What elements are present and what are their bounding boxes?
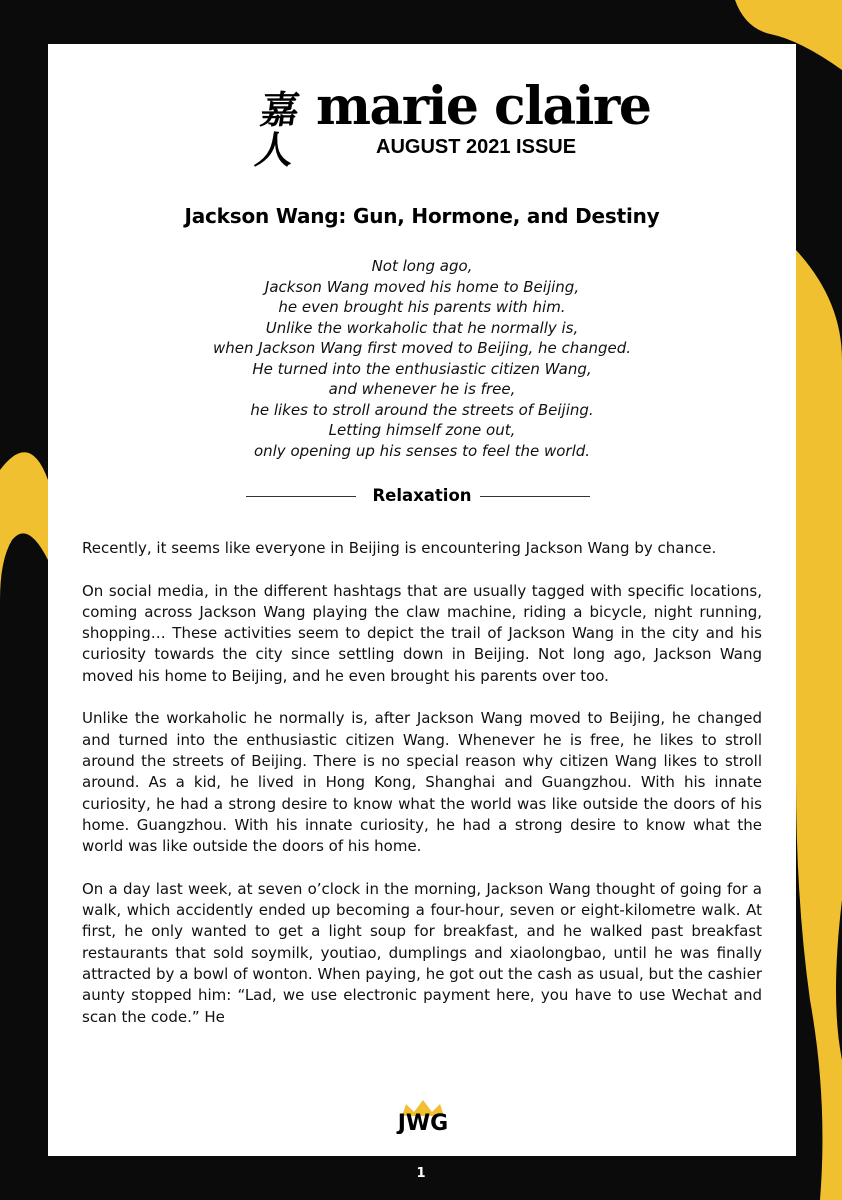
article-title: Jackson Wang: Gun, Hormone, and Destiny <box>184 204 660 228</box>
paragraph: On a day last week, at seven o’clock in the morning, Jackson Wang thought of going for a walk, which accidently ended up becoming a four-hour, seven or eight-kilometre walk. At first, he only wanted to get a light soup for breakfast, and he walked past breakfast restaurants that sold soymilk, youtiao, dumplings and xiaolongbao, until he was finally attracted by a bowl of wonton. When paying, he got out the cash as usual, but the cashier aunty stopped him: “Lad, we use electronic payment here, you have to use Wechat and scan the code.” He <box>82 879 762 1026</box>
article-body <box>82 538 762 1049</box>
yellow-brush-right <box>796 250 842 1200</box>
brand-logo: marie claire <box>316 76 651 137</box>
document-page <box>48 44 796 1156</box>
jwg-logo <box>382 1090 464 1134</box>
paragraph: Unlike the workaholic he normally is, after Jackson Wang moved to Beijing, he changed and turned into the enthusiastic citizen Wang. Whenever he is free, he likes to stroll around the streets of Beijing. There is no special reason why citizen Wang likes to stroll around. As a kid, he lived in Hong Kong, Shanghai and Guangzhou. With his innate curiosity, he had a strong desire to know what the world was like outside the doors of his home. Guangzhou. With his innate curiosity, he had a strong desire to know what the world was like outside the doors of his home. <box>82 709 762 856</box>
intro-line: Jackson Wang moved his home to Beijing, <box>264 277 580 296</box>
intro-line: only opening up his senses to feel the world. <box>253 441 591 460</box>
yellow-brush-left <box>0 452 48 600</box>
intro-line: Letting himself zone out, <box>328 421 516 439</box>
intro-line: and whenever he is free, <box>328 380 516 398</box>
chinese-logo: 嘉人 <box>252 87 303 172</box>
intro-line: Not long ago, <box>371 257 473 275</box>
paragraph: Recently, it seems like everyone in Beijing is encountering Jackson Wang by chance. <box>82 539 717 557</box>
intro-line: Unlike the workaholic that he normally is, <box>265 318 579 337</box>
issue-label: AUGUST 2021 ISSUE <box>376 136 577 158</box>
logo-text: JWG <box>397 1111 449 1134</box>
paragraph: On social media, in the different hashtags that are usually tagged with specific locations, coming across Jackson Wang playing the claw machine, riding a bicycle, night running, shopping… These activities seem to depict the trail of Jackson Wang in the city and his curiosity towards the city since settling down in Beijing. Not long ago, Jackson Wang moved his home to Beijing, and he even brought his parents over too. <box>82 581 762 685</box>
section-rule-right <box>480 496 590 497</box>
page-number: 1 <box>416 1166 426 1181</box>
intro-line: He turned into the enthusiastic citizen Wang, <box>252 359 592 378</box>
intro-stanza <box>48 256 796 461</box>
intro-line: he likes to stroll around the streets of Beijing. <box>250 400 594 419</box>
intro-line: he even brought his parents with him. <box>278 298 566 316</box>
masthead <box>252 76 651 174</box>
intro-line: when Jackson Wang first moved to Beijing, he changed. <box>212 339 631 357</box>
section-heading: Relaxation <box>372 486 472 505</box>
